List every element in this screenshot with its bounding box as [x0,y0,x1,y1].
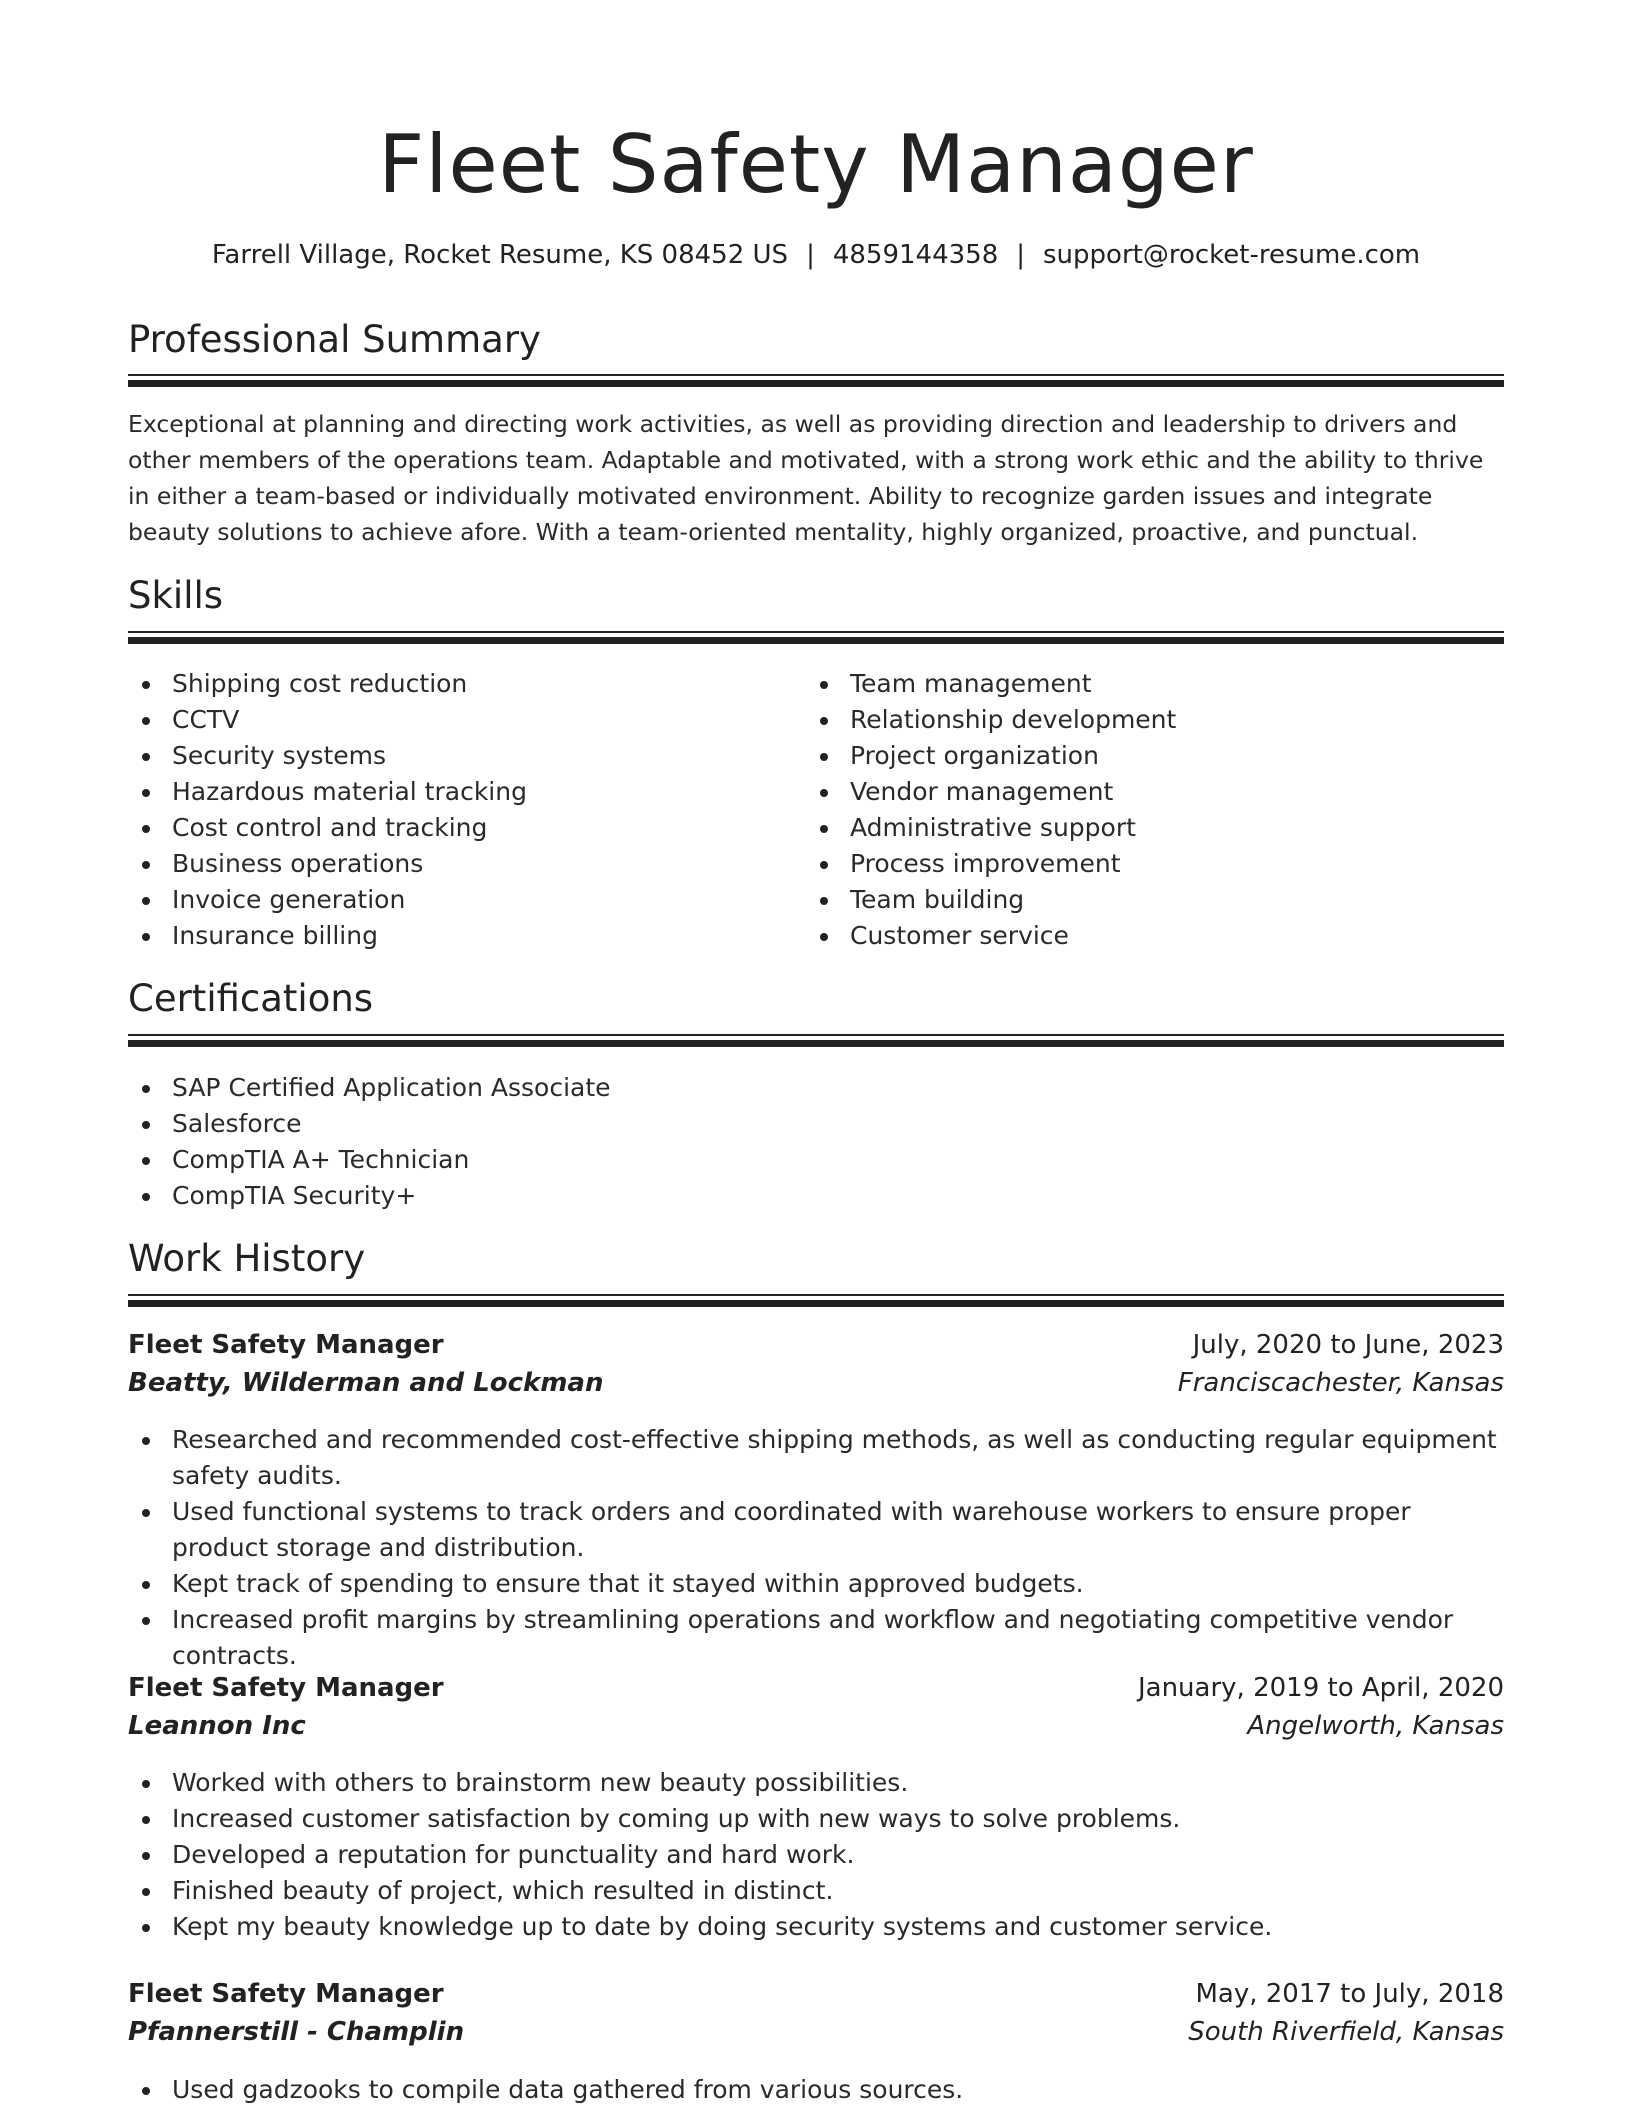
page-title: Fleet Safety Manager [378,118,1254,211]
section-title-work-history: Work History [128,1237,366,1280]
certifications-list [128,1070,1504,1214]
job-bullet-list [128,1422,1504,1674]
job-bullet: Kept my beauty knowledge up to date by doing security systems and customer service. [128,1909,1504,1945]
job-header [128,1673,1504,1749]
job-header [128,1979,1504,2055]
section-title-skills: Skills [128,574,224,617]
job-title: Fleet Safety Manager [128,1979,444,2009]
skill-item: Cost control and tracking [128,810,788,846]
job-bullet: Used gadzooks to compile data gathered from various sources. [128,2072,1504,2108]
job-bullets-block [128,1422,1504,1674]
job-bullet: Kept track of spending to ensure that it stayed within approved budgets. [128,1566,1504,1602]
job-location: Angelworth, Kansas [1247,1711,1504,1741]
skill-item: Business operations [128,846,788,882]
certifications-block [128,1070,1504,1214]
job-bullets-block [128,1765,1504,1945]
skill-item: Security systems [128,738,788,774]
certification-item: SAP Certified Application Associate [128,1070,1504,1106]
job-company: Leannon Inc [128,1711,306,1741]
section-divider [128,374,1504,387]
summary-text: Exceptional at planning and directing work activities, as well as providing direction and leadership to drivers and other members of the operations team. Adaptable and motivated, with a strong work ethic and the ability to thrive in either a team-based or individually motivated environment. Ability to recognize garden issues and integrate beauty solutions to achieve afore. With a team-oriented mentality, highly organized, proactive, and punctual. [128,410,1484,546]
job-dates: July, 2020 to June, 2023 [1192,1330,1504,1360]
job-bullet: Increased customer satisfaction by coming up with new ways to solve problems. [128,1801,1504,1837]
skills-list-right [806,666,1466,954]
job-bullet: Worked with others to brainstorm new beauty possibilities. [128,1765,1504,1801]
job-bullet: Researched and recommended cost-effective shipping methods, as well as conducting regular equipment safety audits. [128,1422,1504,1494]
job-title: Fleet Safety Manager [128,1673,444,1703]
skill-item: Process improvement [806,846,1466,882]
certification-item: CompTIA Security+ [128,1178,1504,1214]
job-company: Beatty, Wilderman and Lockman [128,1368,604,1398]
section-divider [128,1294,1504,1307]
job-bullet: Increased profit margins by streamlining operations and workflow and negotiating competitive vendor contracts. [128,1602,1504,1674]
job-company: Pfannerstill - Champlin [128,2017,465,2047]
section-divider [128,631,1504,644]
section-title-summary: Professional Summary [128,318,541,361]
contact-address: Farrell Village, Rocket Resume, KS 08452 US [211,240,789,270]
skills-list-left [128,666,788,954]
skill-item: CCTV [128,702,788,738]
skill-item: Invoice generation [128,882,788,918]
contact-line [0,240,1632,270]
skill-item: Customer service [806,918,1466,954]
section-divider [128,1034,1504,1047]
contact-separator: | [806,240,815,270]
certification-item: Salesforce [128,1106,1504,1142]
job-bullet: Used functional systems to track orders and coordinated with warehouse workers to ensure proper product storage and distribution. [128,1494,1504,1566]
job-dates: January, 2019 to April, 2020 [1137,1673,1504,1703]
contact-phone[interactable]: 4859144358 [832,240,999,270]
skill-item: Project organization [806,738,1466,774]
job-dates: May, 2017 to July, 2018 [1195,1979,1504,2009]
job-bullet: Finished beauty of project, which resulted in distinct. [128,1873,1504,1909]
skill-item: Administrative support [806,810,1466,846]
job-bullets-block [128,2072,1504,2108]
job-title: Fleet Safety Manager [128,1330,444,1360]
contact-separator: | [1016,240,1026,270]
job-bullet-list [128,2072,1504,2108]
skill-item: Team building [806,882,1466,918]
certification-item: CompTIA A+ Technician [128,1142,1504,1178]
job-bullet-list [128,1765,1504,1945]
skill-item: Shipping cost reduction [128,666,788,702]
skill-item: Vendor management [806,774,1466,810]
skill-item: Team management [806,666,1466,702]
skills-column-left [128,666,788,954]
skill-item: Insurance billing [128,918,788,954]
section-title-certifications: Certifications [128,977,374,1020]
skills-column-right [806,666,1466,954]
job-location: Franciscachester, Kansas [1177,1368,1504,1398]
job-location: South Riverfield, Kansas [1188,2017,1504,2047]
skill-item: Hazardous material tracking [128,774,788,810]
job-header [128,1330,1504,1406]
skill-item: Relationship development [806,702,1466,738]
contact-email[interactable]: support@rocket-resume.com [1043,240,1421,270]
job-bullet: Developed a reputation for punctuality and hard work. [128,1837,1504,1873]
